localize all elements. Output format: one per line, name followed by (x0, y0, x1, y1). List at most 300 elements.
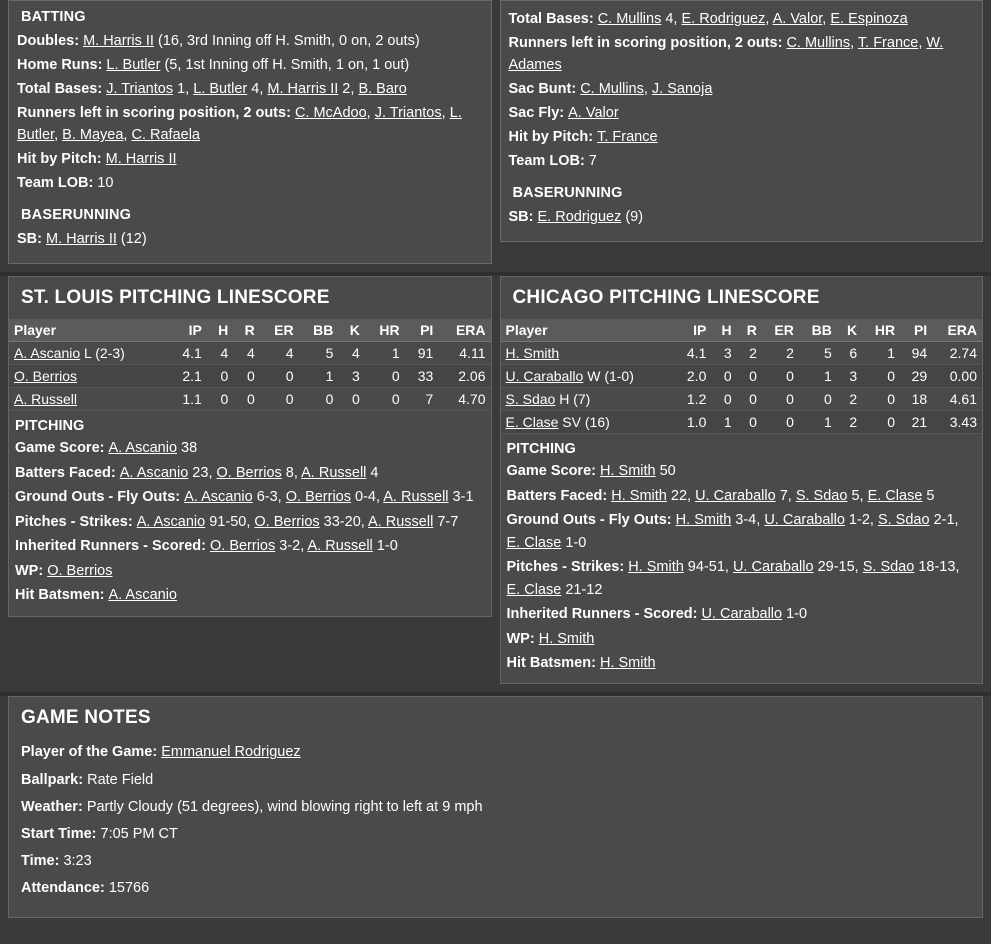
player-link[interactable]: M. Harris II (267, 81, 339, 98)
game-note-label: Player of the Game: (21, 744, 162, 761)
game-note-value: 3:23 (63, 853, 92, 870)
text-fragment: 29-15, (813, 559, 863, 576)
player-link[interactable]: H. Smith (600, 463, 656, 480)
pitching-detail-line (13, 559, 487, 583)
text-fragment: 1-0 (561, 534, 587, 551)
player-link[interactable]: U. Caraballo (732, 559, 814, 576)
stat-cell-pi: 29 (900, 365, 932, 388)
stat-cell-hr: 0 (862, 411, 900, 434)
home-baserunning-lines (509, 205, 975, 229)
game-note-row (9, 767, 982, 794)
stat-cell-era: 4.70 (438, 388, 490, 411)
stat-cell-pi: 7 (405, 388, 439, 411)
stat-cell-era: 4.61 (932, 388, 982, 411)
batting-info-row (0, 0, 991, 264)
stat-cell-hr: 1 (862, 342, 900, 365)
stat-cell-era: 3.43 (932, 411, 982, 434)
player-link[interactable]: O. Berrios (254, 513, 320, 530)
player-link[interactable]: C. Mullins (597, 11, 662, 27)
away-batting-title: BATTING (21, 9, 86, 25)
text-fragment: 7-7 (433, 513, 459, 530)
home-pitching-panel (500, 276, 984, 684)
player-link[interactable]: A. Russell (301, 464, 367, 481)
stat-cell-r: 0 (737, 365, 762, 388)
stat-line (509, 7, 975, 31)
stat-cell-bb: 0 (299, 388, 339, 411)
player-link[interactable]: A. Russell (368, 513, 434, 530)
pitcher-cell (501, 342, 675, 365)
pitching-detail-label: Inherited Runners - Scored: (506, 606, 702, 623)
text-fragment: 2, (338, 81, 359, 98)
player-link[interactable]: E. Clase (505, 414, 559, 431)
player-link[interactable]: H. Smith (675, 512, 732, 529)
pitcher-cell (501, 388, 675, 411)
stat-cell-h: 0 (207, 388, 233, 411)
stat-cell-ip: 2.1 (168, 365, 207, 388)
player-link[interactable]: B. Mayea (62, 127, 124, 144)
game-note-row (9, 848, 982, 875)
table-row (9, 365, 491, 388)
stat-cell-era: 2.74 (932, 342, 982, 365)
stat-cell-pi: 91 (405, 342, 439, 365)
pitching-detail-line (505, 484, 979, 508)
player-link[interactable]: E. Clase (867, 487, 923, 504)
text-fragment: 6-3, (252, 489, 286, 506)
stat-cell-ip: 2.0 (674, 365, 711, 388)
pitching-detail-label: Ground Outs - Fly Outs: (15, 489, 185, 506)
stat-cell-k: 2 (837, 388, 862, 411)
column-header: K (837, 319, 862, 342)
away-pitching-body (9, 342, 491, 411)
stat-cell-r: 0 (233, 365, 259, 388)
home-batting-lines (509, 7, 975, 173)
text-fragment: 1, (173, 81, 194, 98)
away-pitching-table (9, 319, 491, 411)
player-link[interactable]: J. Sanoja (651, 81, 713, 98)
away-pitching-detail-lines (13, 436, 487, 607)
home-pitching-header-row (501, 319, 983, 342)
stat-cell-bb: 0 (799, 388, 837, 411)
pitching-detail-line (13, 510, 487, 534)
text-fragment: , (441, 105, 450, 122)
text-fragment: 3-2, (275, 538, 308, 555)
away-pitching-column (8, 276, 492, 616)
text-fragment: 21-12 (561, 581, 603, 598)
away-pitching-title: ST. LOUIS PITCHING LINESCORE (21, 287, 330, 309)
stat-line (509, 77, 975, 101)
pitching-detail-label: Inherited Runners - Scored: (15, 538, 210, 555)
stat-cell-bb: 5 (799, 342, 837, 365)
stat-cell-hr: 1 (365, 342, 405, 365)
player-link[interactable]: O. Berrios (209, 538, 276, 555)
column-header: IP (674, 319, 711, 342)
column-header: BB (799, 319, 837, 342)
game-note-value: Partly Cloudy (51 degrees), wind blowing right to left at 9 mph (86, 798, 483, 815)
stat-cell-pi: 18 (900, 388, 932, 411)
player-link[interactable]: H. Smith (599, 655, 656, 671)
player-link[interactable]: C. Mullins (786, 35, 851, 52)
stat-line (509, 31, 975, 77)
text-fragment: , (123, 127, 132, 144)
player-link[interactable]: J. Triantos (374, 105, 442, 122)
game-notes-rows (9, 739, 982, 902)
stat-cell-bb: 1 (799, 365, 837, 388)
text-fragment: 18-13, (914, 559, 960, 576)
pitching-detail-label: Batters Faced: (506, 487, 612, 504)
text-fragment: 38 (177, 440, 198, 457)
stat-cell-pi: 94 (900, 342, 932, 365)
player-link[interactable]: E. Espinoza (830, 11, 908, 27)
away-batting-column (8, 0, 492, 264)
stat-line (17, 77, 483, 101)
column-header: Player (9, 319, 168, 342)
table-row (9, 388, 491, 411)
table-row (9, 342, 491, 365)
pitching-detail-line (505, 555, 979, 602)
stat-line-value: (12) (116, 231, 147, 248)
home-spacer (509, 173, 975, 183)
column-header: Player (501, 319, 675, 342)
pitching-detail-label: Batters Faced: (15, 464, 120, 481)
away-spacer (17, 195, 483, 205)
player-link[interactable]: E. Rodriguez (537, 209, 622, 226)
home-pitching-table (501, 319, 983, 434)
column-header: PI (900, 319, 932, 342)
stat-cell-era: 4.11 (438, 342, 490, 365)
player-link[interactable]: H. Smith (611, 487, 667, 504)
stat-line-label: Doubles: (17, 33, 84, 49)
stat-line (17, 53, 483, 77)
stat-cell-k: 6 (837, 342, 862, 365)
text-fragment: 0-4, (351, 489, 384, 506)
home-pitching-column (500, 276, 984, 684)
stat-cell-er: 0 (260, 365, 299, 388)
text-fragment: 22, (666, 487, 696, 504)
player-link[interactable]: M. Harris II (105, 151, 177, 168)
stat-cell-h: 3 (711, 342, 736, 365)
stat-cell-bb: 5 (299, 342, 339, 365)
player-link[interactable]: U. Caraballo (505, 368, 584, 385)
player-link[interactable]: A. Ascanio (136, 513, 206, 530)
player-link[interactable]: M. Harris II (46, 231, 117, 248)
pitching-detail-line (13, 485, 487, 509)
stat-cell-k: 4 (338, 342, 364, 365)
stat-cell-k: 2 (837, 411, 862, 434)
player-link[interactable]: U. Caraballo (695, 487, 776, 504)
player-link[interactable]: H. Smith (538, 630, 595, 647)
text-fragment: 4, (661, 11, 682, 27)
player-link[interactable]: U. Caraballo (701, 606, 783, 623)
text-fragment: 91-50, (205, 513, 255, 530)
stat-line-label: Team LOB: (508, 153, 589, 170)
stat-cell-ip: 1.0 (674, 411, 711, 434)
stat-cell-hr: 0 (862, 388, 900, 411)
game-note-label: Weather: (21, 798, 87, 815)
stat-line-label: SB: (508, 209, 538, 226)
player-link[interactable]: C. Rafaela (131, 127, 200, 144)
player-link[interactable]: A. Ascanio (108, 440, 178, 457)
column-header: HR (862, 319, 900, 342)
pitcher-cell (501, 411, 675, 434)
text-fragment: 50 (655, 463, 676, 480)
away-pitching-details (9, 411, 491, 615)
column-header: ERA (438, 319, 490, 342)
stat-cell-era: 0.00 (932, 365, 982, 388)
stat-cell-er: 0 (762, 365, 799, 388)
stat-line-label: Sac Fly: (508, 105, 569, 122)
game-note-value: 15766 (108, 880, 150, 897)
pitching-detail-line (505, 508, 979, 555)
game-note-label: Time: (21, 853, 64, 870)
player-link[interactable]: A. Russell (383, 489, 449, 506)
table-row (501, 411, 983, 434)
text-fragment: 1-2, (844, 512, 878, 529)
table-row (501, 342, 983, 365)
column-header: ER (260, 319, 299, 342)
player-link[interactable]: E. Clase (506, 581, 562, 598)
stat-line (17, 29, 483, 53)
stat-cell-r: 4 (233, 342, 259, 365)
pitching-detail-label: Ground Outs - Fly Outs: (506, 512, 676, 529)
text-fragment: 3-1 (448, 489, 474, 506)
game-notes-title: GAME NOTES (21, 707, 151, 729)
text-fragment: , (822, 11, 831, 27)
text-fragment: 33-20, (319, 513, 369, 530)
stat-cell-r: 2 (737, 342, 762, 365)
player-link[interactable]: S. Sdao (795, 487, 848, 504)
pitching-detail-line (505, 627, 979, 651)
player-link[interactable]: A. Ascanio (184, 489, 253, 506)
game-note-value: 7:05 PM CT (100, 826, 178, 843)
pitching-detail-line (13, 534, 487, 558)
player-link[interactable]: O. Berrios (216, 464, 282, 481)
column-header: R (233, 319, 259, 342)
game-note-value: Rate Field (87, 771, 154, 788)
stat-line-label: Team LOB: (17, 175, 98, 192)
stat-cell-hr: 0 (862, 365, 900, 388)
text-fragment: , (366, 105, 375, 122)
text-fragment: 2-1, (929, 512, 959, 529)
text-fragment: 94-51, (683, 559, 733, 576)
stat-cell-ip: 4.1 (168, 342, 207, 365)
stat-cell-hr: 0 (365, 388, 405, 411)
player-link[interactable]: J. Triantos (106, 81, 174, 98)
player-link[interactable]: U. Caraballo (764, 512, 845, 529)
text-fragment: 4, (247, 81, 268, 98)
stat-cell-h: 0 (207, 365, 233, 388)
player-link[interactable]: B. Baro (358, 81, 407, 98)
pitching-detail-label: Game Score: (15, 440, 109, 457)
player-link[interactable]: O. Berrios (47, 562, 113, 579)
player-link[interactable]: L. Butler (193, 81, 248, 98)
pitching-row (0, 276, 991, 684)
stat-line-label: Runners left in scoring position, 2 outs: (508, 35, 787, 52)
away-batting-box (8, 0, 492, 264)
player-link[interactable]: O. Berrios (285, 489, 351, 506)
away-pitching-details-title: PITCHING (15, 418, 85, 435)
player-link[interactable]: C. Mullins (580, 81, 644, 98)
pitching-detail-label: Hit Batsmen: (506, 655, 600, 671)
game-note-row (9, 821, 982, 848)
stat-cell-k: 3 (338, 365, 364, 388)
stat-line-label: Total Bases: (17, 81, 107, 98)
player-link[interactable]: W. Adames (508, 35, 944, 74)
player-link[interactable]: C. McAdoo (294, 105, 367, 122)
player-link[interactable]: S. Sdao (505, 391, 556, 408)
stat-line-value: 7 (588, 153, 597, 170)
pitching-detail-line (505, 651, 979, 675)
pitching-detail-label: Pitches - Strikes: (15, 513, 137, 530)
stat-line-value: (9) (621, 209, 644, 226)
stat-line (509, 149, 975, 173)
text-fragment: 23, (188, 464, 217, 481)
stat-line (17, 101, 483, 147)
stat-cell-ip: 1.1 (168, 388, 207, 411)
stat-cell-er: 0 (762, 388, 799, 411)
stat-line (509, 205, 975, 229)
game-notes-panel (8, 696, 983, 917)
stat-line-label: Sac Bunt: (508, 81, 581, 98)
pitching-detail-line (505, 602, 979, 626)
game-note-label: Start Time: (21, 826, 101, 843)
stat-cell-pi: 21 (900, 411, 932, 434)
pitching-detail-line (13, 583, 487, 607)
text-fragment: 5 (922, 487, 935, 504)
stat-line-label: Runners left in scoring position, 2 outs: (17, 105, 295, 122)
text-fragment: 8, (281, 464, 302, 481)
pitching-detail-label: Game Score: (506, 463, 600, 480)
text-fragment: , (54, 127, 63, 144)
game-note-label: Attendance: (21, 880, 109, 897)
text-fragment: , (643, 81, 652, 98)
stat-line (17, 227, 483, 251)
stat-cell-hr: 0 (365, 365, 405, 388)
column-header: H (207, 319, 233, 342)
stat-line-value: 10 (97, 175, 114, 192)
text-fragment: , (765, 11, 773, 27)
column-header: PI (405, 319, 439, 342)
stat-cell-r: 0 (737, 388, 762, 411)
stat-cell-er: 4 (260, 342, 299, 365)
text-fragment: , (918, 35, 927, 52)
stat-cell-h: 4 (207, 342, 233, 365)
game-note-row (9, 739, 982, 766)
home-pitching-details-title: PITCHING (506, 441, 576, 458)
stat-cell-r: 0 (737, 411, 762, 434)
home-pitching-detail-lines (505, 459, 979, 675)
player-link[interactable]: A. Russell (307, 538, 373, 555)
stat-cell-era: 2.06 (438, 365, 490, 388)
player-link[interactable]: A. Russell (14, 391, 78, 408)
pitcher-decision: L (2-3) (80, 345, 125, 362)
game-note-row (9, 794, 982, 821)
game-note-label: Ballpark: (21, 771, 88, 788)
stat-cell-h: 0 (711, 388, 736, 411)
stat-line-value: (16, 3rd Inning off H. Smith, 0 on, 2 outs) (153, 33, 420, 49)
column-header: H (711, 319, 736, 342)
away-pitching-header-row (9, 319, 491, 342)
stat-line-label: Total Bases: (508, 11, 598, 27)
table-row (501, 388, 983, 411)
player-link[interactable]: E. Clase (506, 534, 562, 551)
text-fragment: 3-4, (731, 512, 765, 529)
player-link[interactable]: H. Smith (628, 559, 684, 576)
stat-line-label: Hit by Pitch: (508, 129, 598, 146)
home-pitching-title: CHICAGO PITCHING LINESCORE (512, 287, 820, 309)
player-link[interactable]: A. Ascanio (14, 345, 81, 362)
home-baserunning-title: BASERUNNING (512, 185, 623, 202)
player-link[interactable]: M. Harris II (83, 33, 154, 49)
stat-cell-ip: 1.2 (674, 388, 711, 411)
stat-line-label: SB: (17, 231, 46, 248)
pitching-detail-line (13, 461, 487, 485)
player-link[interactable]: Emmanuel Rodriguez (161, 744, 301, 761)
player-link[interactable]: A. Ascanio (108, 587, 177, 604)
stat-cell-h: 0 (711, 365, 736, 388)
column-header: K (338, 319, 364, 342)
pitcher-decision: SV (16) (558, 414, 610, 431)
stat-cell-ip: 4.1 (674, 342, 711, 365)
stat-line-label: Hit by Pitch: (17, 151, 106, 168)
table-row (501, 365, 983, 388)
stat-cell-er: 0 (260, 388, 299, 411)
column-header: ERA (932, 319, 982, 342)
pitcher-cell (9, 342, 168, 365)
player-link[interactable]: A. Valor (772, 11, 823, 27)
home-pitching-body (501, 342, 983, 434)
stat-cell-k: 3 (837, 365, 862, 388)
player-link[interactable]: S. Sdao (862, 559, 915, 576)
away-batting-lines (17, 29, 483, 195)
pitcher-cell (501, 365, 675, 388)
stat-line-label: Home Runs: (17, 57, 107, 74)
pitching-detail-label: WP: (506, 630, 539, 647)
player-link[interactable]: A. Ascanio (119, 464, 189, 481)
player-link[interactable]: H. Smith (505, 345, 560, 362)
stat-cell-bb: 1 (799, 411, 837, 434)
stat-line (509, 125, 975, 149)
pitching-detail-label: WP: (15, 562, 48, 579)
stat-cell-pi: 33 (405, 365, 439, 388)
away-baserunning-lines (17, 227, 483, 251)
player-link[interactable]: T. France (857, 35, 919, 52)
text-fragment: , (850, 35, 858, 52)
player-link[interactable]: S. Sdao (877, 512, 930, 529)
pitching-detail-label: Hit Batsmen: (15, 587, 109, 604)
home-batting-box (500, 0, 984, 242)
text-fragment: 7, (775, 487, 796, 504)
away-pitching-panel (8, 276, 492, 616)
home-batting-column (500, 0, 984, 242)
stat-cell-k: 0 (338, 388, 364, 411)
player-link[interactable]: L. Butler (17, 105, 462, 144)
stat-cell-bb: 1 (299, 365, 339, 388)
home-pitching-details (501, 434, 983, 683)
player-link[interactable]: E. Rodriguez (681, 11, 766, 27)
text-fragment: 1-0 (372, 538, 398, 555)
game-note-row (9, 875, 982, 902)
footer-bar (0, 918, 991, 944)
player-link[interactable]: O. Berrios (14, 368, 78, 385)
player-link[interactable]: A. Valor (568, 105, 619, 122)
text-fragment: 1-0 (782, 606, 808, 623)
column-header: HR (365, 319, 405, 342)
stat-line (17, 147, 483, 171)
player-link[interactable]: L. Butler (106, 57, 161, 74)
pitching-detail-line (505, 459, 979, 483)
player-link[interactable]: T. France (597, 129, 658, 146)
stat-line-value: (5, 1st Inning off H. Smith, 1 on, 1 out) (160, 57, 410, 74)
